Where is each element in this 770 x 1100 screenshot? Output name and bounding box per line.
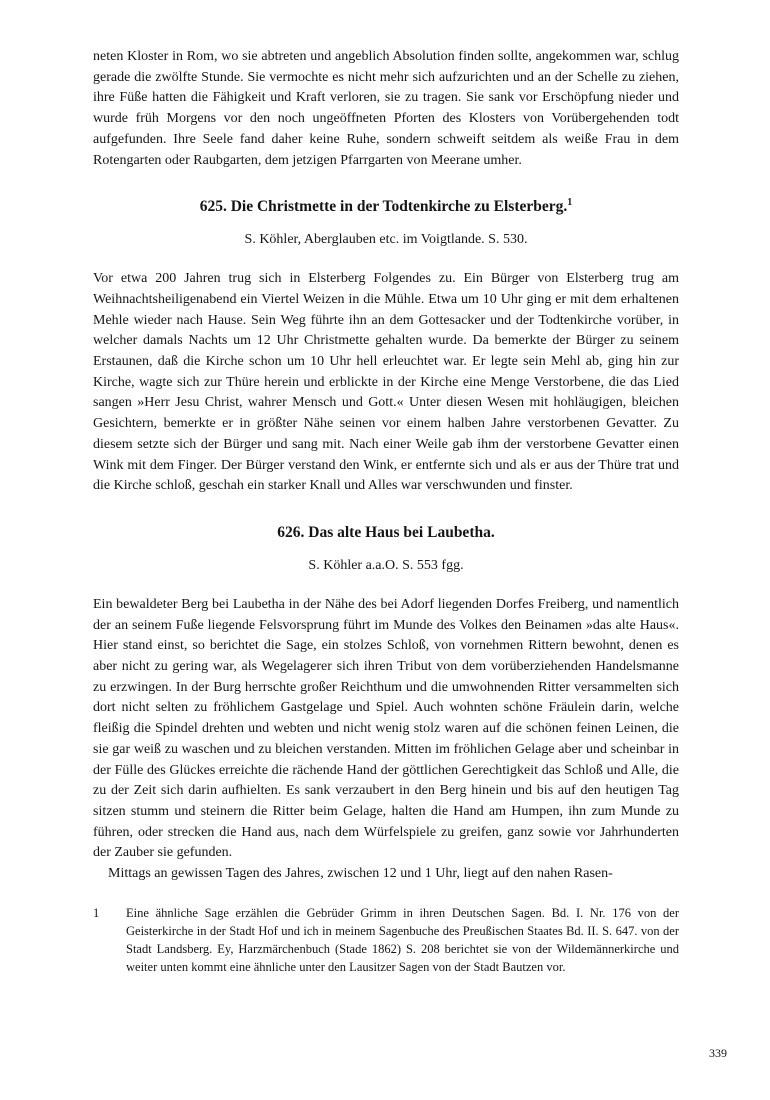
section-625-title: 625. Die Christmette in der Todtenkirche zu Elsterberg. [199, 198, 568, 216]
section-626-heading: 626. Das alte Haus bei Laubetha. [277, 523, 495, 541]
section-625-body-paragraph: Vor etwa 200 Jahren trug sich in Elsterberg Folgendes zu. Ein Bürger von Elsterberg trug am Weihnachtsheiligenabend ein Viertel Weizen in die Mühle. Etwa um 10 Uhr ging er mit dem erhaltenen Mehle wieder nach Hause. Sein Weg führte ihn an dem Gottesacker und der Todtenkirche vorüber, in welcher damals Nachts um 12 Uhr Christmette gehalten wurde. Da bemerkte der Bürger zu seinem Erstaunen, daß die Kirche schon um 10 Uhr hell erleuchtet war. Er legte sein Mehl ab, ging hin zur Kirche, wagte sich zur Thüre herein und erblickte in der Kirche eine Menge Verstorbene, die das Lied sangen »Herr Jesu Christ, wahrer Mensch und Gott.« Unter diesen Wesen mit hohläugigen, bleichen Gesichtern, bemerkte er in größter Nähe seinen vor einem halben Jahre verstorbenen Gevatter. Zu diesem setzte sich der Bürger und sang mit. Nach einer Weile gab ihm der verstorbene Gevatter einen Wink mit dem Finger. Der Bürger verstand den Wink, er entfernte sich und als er aus der Thüre trat und die Kirche schloß, geschah ein starker Knall und Alles war verschwunden und finster. [93, 271, 679, 494]
section-626-source: S. Köhler a.a.O. S. 553 fgg. [308, 557, 464, 573]
footnote-block [93, 904, 679, 977]
section-626-body-paragraph: Ein bewaldeter Berg bei Laubetha in der Nähe des bei Adorf liegenden Dorfes Freiberg, und namentlich der an seinem Fuße liegende Felsvorsprung führt im Munde des Volkes den Beinamen »das alte Haus«. Hier stand einst, so berichtet die Sage, ein stolzes Schloß, von vornehmen Rittern bewohnt, denen es aber nicht zu gering war, als Wegelagerer sich ihren Tribut von dem vorüberziehenden Handelsmanne zu erzwingen. In der Burg herrschte großer Reichthum und die umwohnenden Ritter versammelten sich dort nicht selten zu fröhlichem Gastgelage und Spiel. Auch wohnten schöne Fräulein darin, welche fleißig die Spindel drehten und webten und nicht wenig stolz waren auf die schönen feinen Leinen, die sie gar weiß zu waschen und zu bleichen verstanden. Mitten im fröhlichen Gelage aber und scheinbar in der Fülle des Glückes erreichte die rächende Hand der göttlichen Gerechtigkeit das Schloß und Alle, die zu der Zeit sich darin aufhielten. Es sank verzaubert in den Berg hinein und bis auf den heutigen Tag sitzen stumm und steinern die Ritter beim Gelage, halten die Hand am Humpen, ihn zum Munde zu führen, oder strecken die Hand aus, nach dem Würfelspiele zu greifen, ganz sowie vor Jahrhunderten der Zauber sie gefunden. [93, 596, 679, 861]
continuation-paragraph: neten Kloster in Rom, wo sie abtreten und angeblich Absolution finden sollte, angekommen war, schlug gerade die zwölfte Stunde. Sie vermochte es nicht mehr sich aufzurichten und an der Schelle zu ziehen, ihre Füße hatten die Fähigkeit und Kraft verloren, sie zu tragen. Sie sank vor Erschöpfung nieder und wurde früh Morgens vor den noch ungeöffneten Pforten des Klosters von Vorübergehenden todt aufgefunden. Ihre Seele fand daher keine Ruhe, sondern schweift seitdem als weiße Frau in dem Rotengarten oder Raubgarten, dem jetzigen Pfarrgarten von Meerane umher. [93, 49, 679, 168]
section-625-heading [93, 197, 679, 217]
footnote-reference-superscript: 1 [567, 197, 573, 209]
footnote-text: Eine ähnliche Sage erzählen die Gebrüder Grimm in ihren Deutschen Sagen. Bd. I. Nr. 176 von der Geisterkirche in der Stadt Hof und ich in meinem Sagenbuche des Preußischen Staates Bd. II. S. 647. von der Stadt Landsberg. Ey, Harzmärchenbuch (Stade 1862) S. 208 berichtet sie von der Wildemännerkirche und weiter unten kommt eine ähnliche unter den Lausitzer Sagen von der Stadt Bautzen vor. [126, 905, 679, 975]
page-number: 339 [709, 1046, 727, 1060]
section-626-body-paragraph-2: Mittags an gewissen Tagen des Jahres, zwischen 12 und 1 Uhr, liegt auf den nahen Rasen- [108, 866, 613, 882]
footnote-marker: 1 [93, 905, 100, 920]
section-625-source: S. Köhler, Aberglauben etc. im Voigtlande. S. 530. [244, 232, 528, 248]
